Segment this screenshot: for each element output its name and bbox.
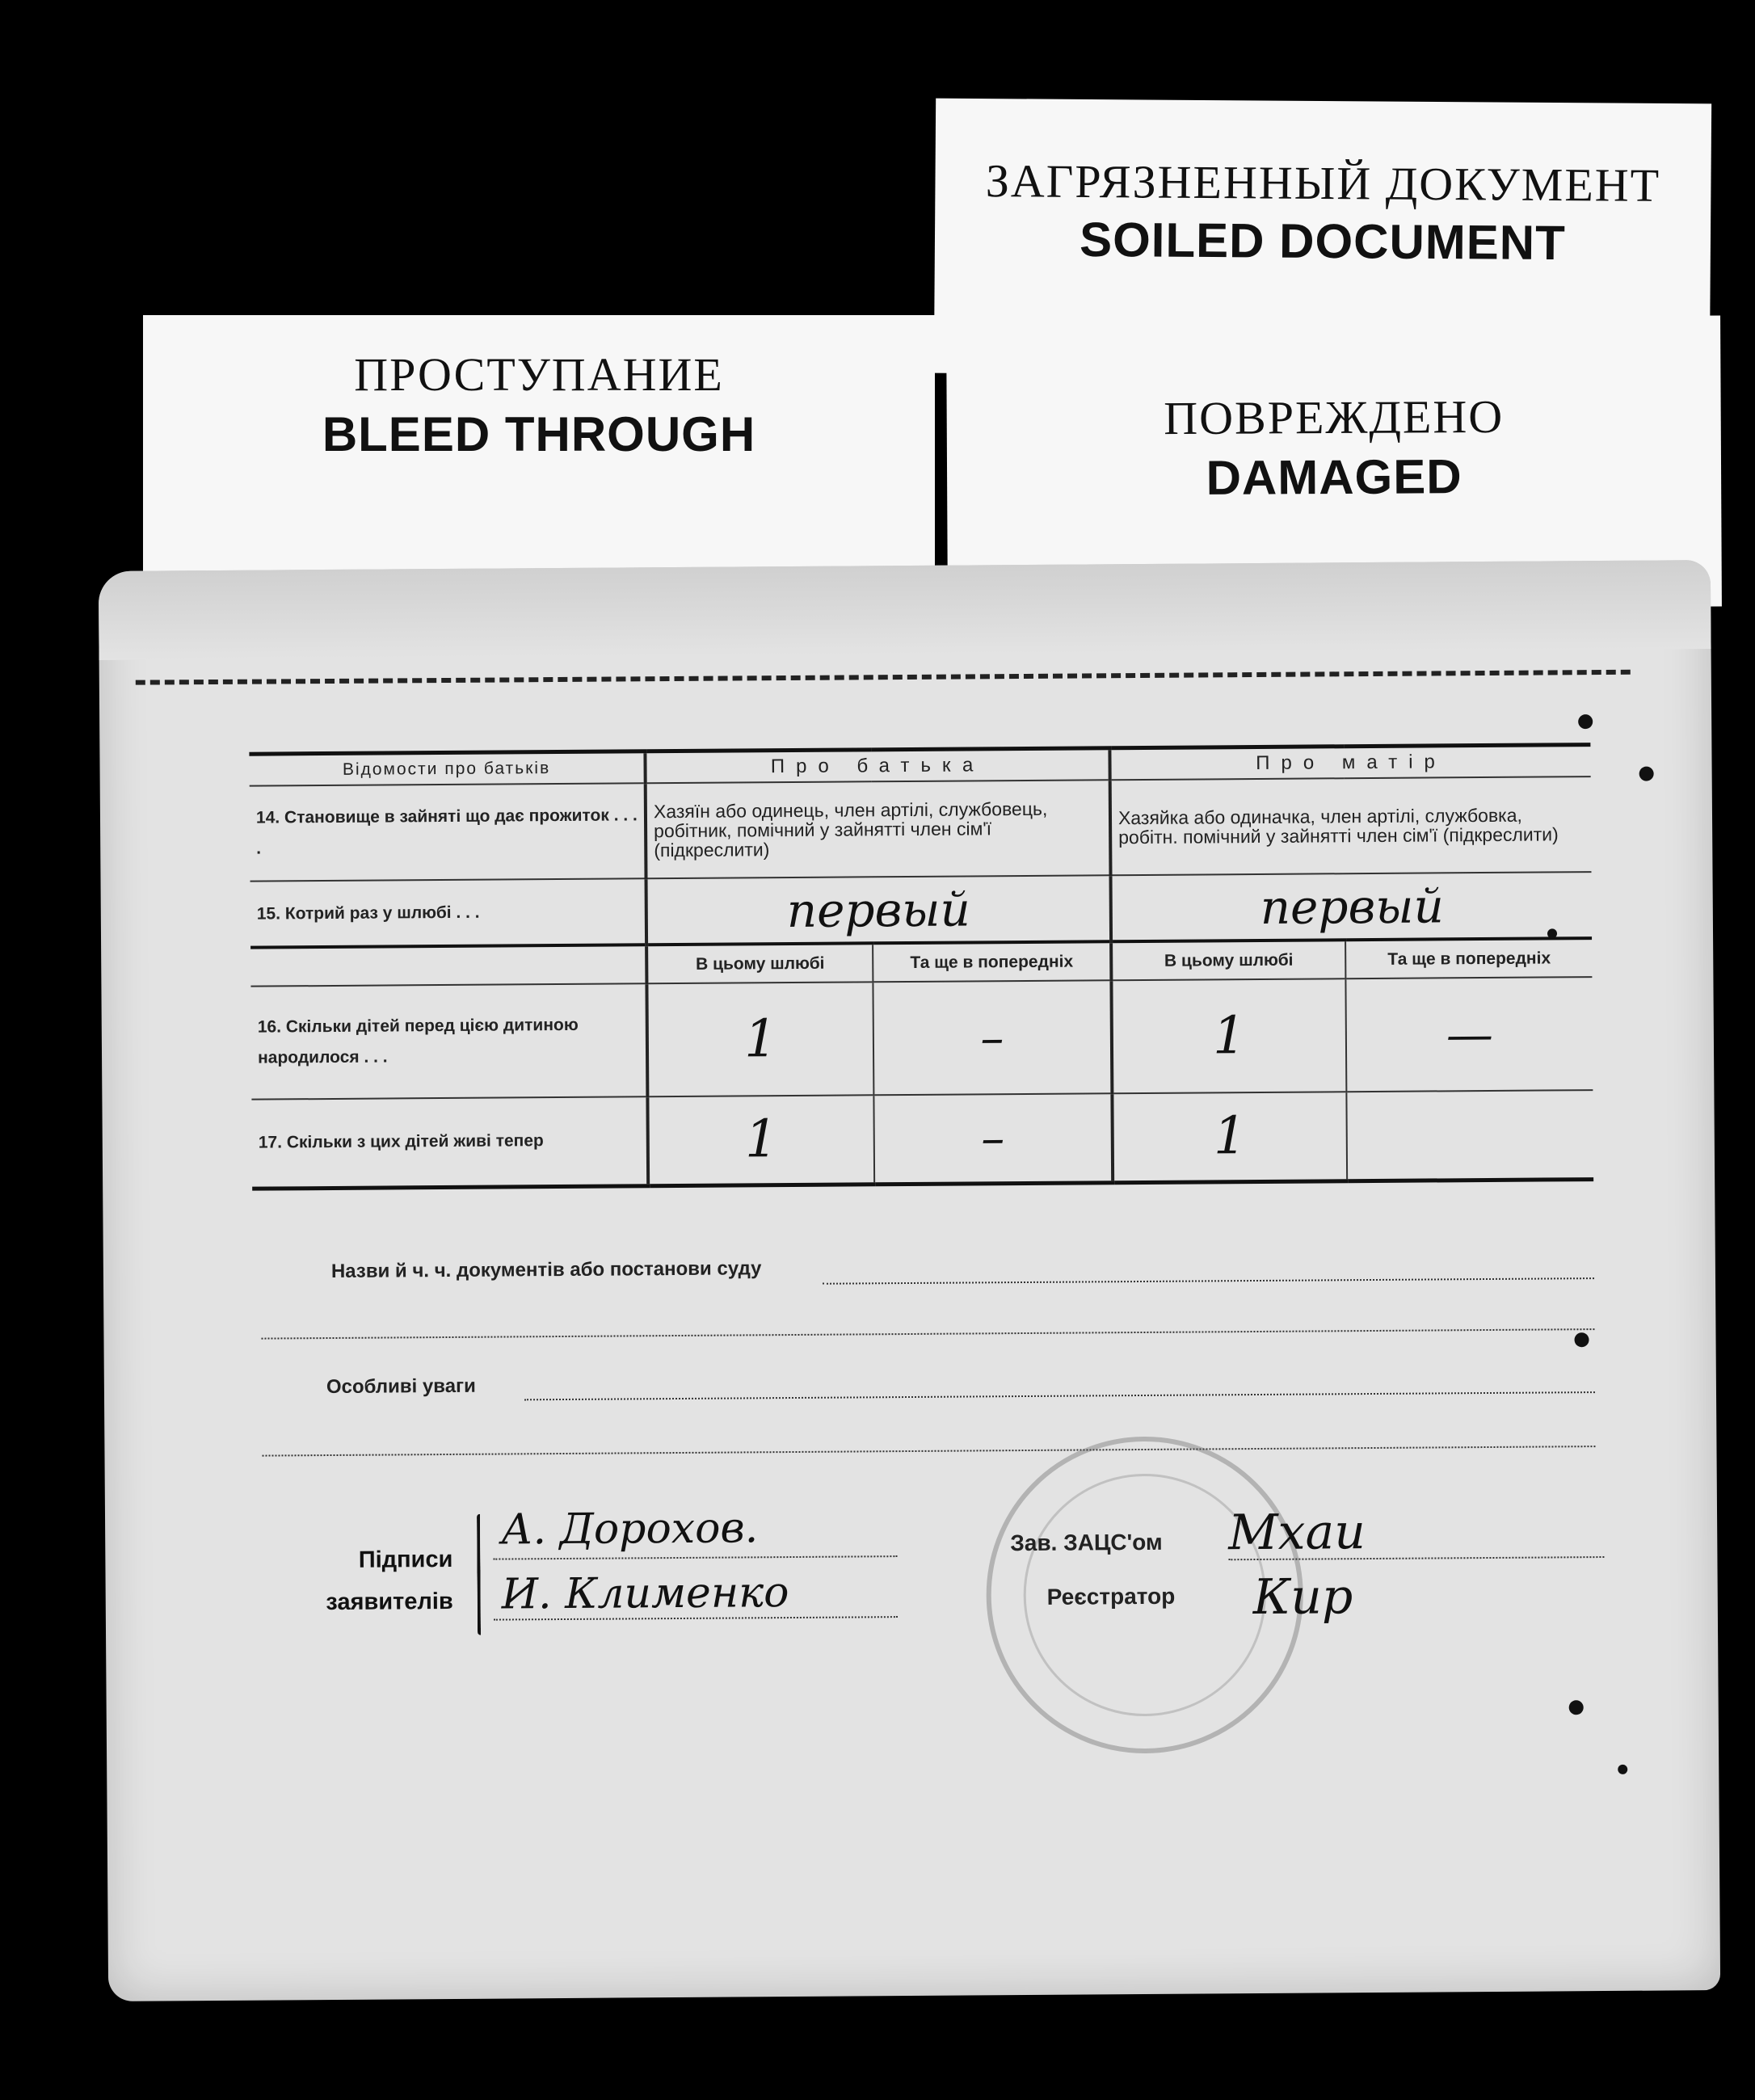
applicants-label-line2: заявителів (326, 1588, 453, 1616)
special-dotline-1 (524, 1391, 1595, 1400)
applicant-2-signature: И. Клименко (501, 1568, 789, 1619)
soiled-label-en: SOILED DOCUMENT (1079, 212, 1567, 271)
documents-dotline-2 (261, 1328, 1594, 1340)
row16-mother-this: 1 (1111, 978, 1346, 1093)
subheader-father-this: В цьому шлюбі (646, 943, 873, 983)
document-sheet (99, 560, 1720, 2001)
row14-label: 14. Становище в зайняті що дає прожиток . . . . (250, 783, 646, 881)
bleed-label-ru: ПРОСТУПАНИЕ (354, 348, 724, 401)
row15-label: 15. Котрий раз у шлюбі . . . (250, 878, 647, 947)
subheader-father-previous: Та ще в попередніх (873, 941, 1111, 982)
registrar-signature: Кир (1252, 1568, 1353, 1627)
row17-father-this: 1 (647, 1095, 874, 1185)
bleed-through-card (143, 315, 935, 598)
header-father: Про батька (645, 748, 1109, 784)
perforation-line (136, 670, 1631, 685)
header-parents-info: Відомости про батьків (249, 751, 645, 786)
applicants-label (291, 1538, 453, 1623)
damaged-label-en: DAMAGED (1206, 449, 1462, 505)
special-dotline-2 (262, 1446, 1595, 1457)
damaged-label-ru: ПОВРЕЖДЕНО (1164, 389, 1505, 445)
soiled-label-ru: ЗАГРЯЗНЕННЫЙ ДОКУМЕНТ (985, 154, 1661, 212)
damage-hole (1547, 928, 1557, 938)
applicants-brace (477, 1514, 481, 1635)
registrar-label: Реєстратор (1046, 1583, 1176, 1610)
applicant-1-dotline (493, 1555, 897, 1559)
row16-father-this: 1 (646, 982, 873, 1096)
damage-hole (1569, 1700, 1584, 1715)
parents-info-table (249, 743, 1593, 1190)
row16-label: 16. Скільки дітей перед цією дитиною народилося . . . (250, 983, 647, 1099)
row15-mother-value: первый (1111, 872, 1593, 941)
row16-father-prev: – (873, 980, 1112, 1095)
subheader-mother-this: В цьому шлюбі (1111, 940, 1345, 980)
row17-mother-prev (1346, 1090, 1593, 1180)
applicants-label-line1: Підписи (358, 1546, 453, 1573)
subheader-mother-previous: Та ще в попередніх (1345, 938, 1592, 978)
row14-mother-options: Хазяйка або одиначка, член артілі, службовка, робітн. помічний у зайнятті член сім'ї (підкреслити) (1110, 776, 1592, 875)
damage-hole (1574, 1332, 1589, 1347)
special-notes-label: Особливі уваги (326, 1374, 476, 1399)
documents-label: Назви й ч. ч. документів або постанови суду (330, 1257, 762, 1282)
documents-dotline-1 (823, 1277, 1594, 1285)
row16-mother-prev: — (1345, 977, 1593, 1092)
row14-father-options: Хазяїн або одинець, член артілі, службовець, робітник, помічний у зайнятті член сім'ї (підкреслити) (646, 780, 1111, 878)
folded-edge (99, 560, 1711, 660)
header-mother: Про матір (1109, 745, 1590, 781)
applicant-1-signature: А. Дорохов. (500, 1504, 759, 1555)
damage-hole (1578, 714, 1593, 729)
row17-label: 17. Скільки з цих дітей живі тепер (251, 1096, 648, 1188)
damage-hole (1639, 767, 1654, 781)
head-zags-label: Зав. ЗАЦС'ом (1010, 1529, 1163, 1556)
row17-mother-this: 1 (1112, 1092, 1347, 1182)
row17-father-prev: – (873, 1093, 1113, 1184)
damage-hole (1618, 1765, 1627, 1774)
row15-father-value: первый (646, 875, 1112, 945)
head-zags-signature: Мхаи (1227, 1504, 1366, 1562)
bleed-label-en: BLEED THROUGH (322, 407, 756, 461)
